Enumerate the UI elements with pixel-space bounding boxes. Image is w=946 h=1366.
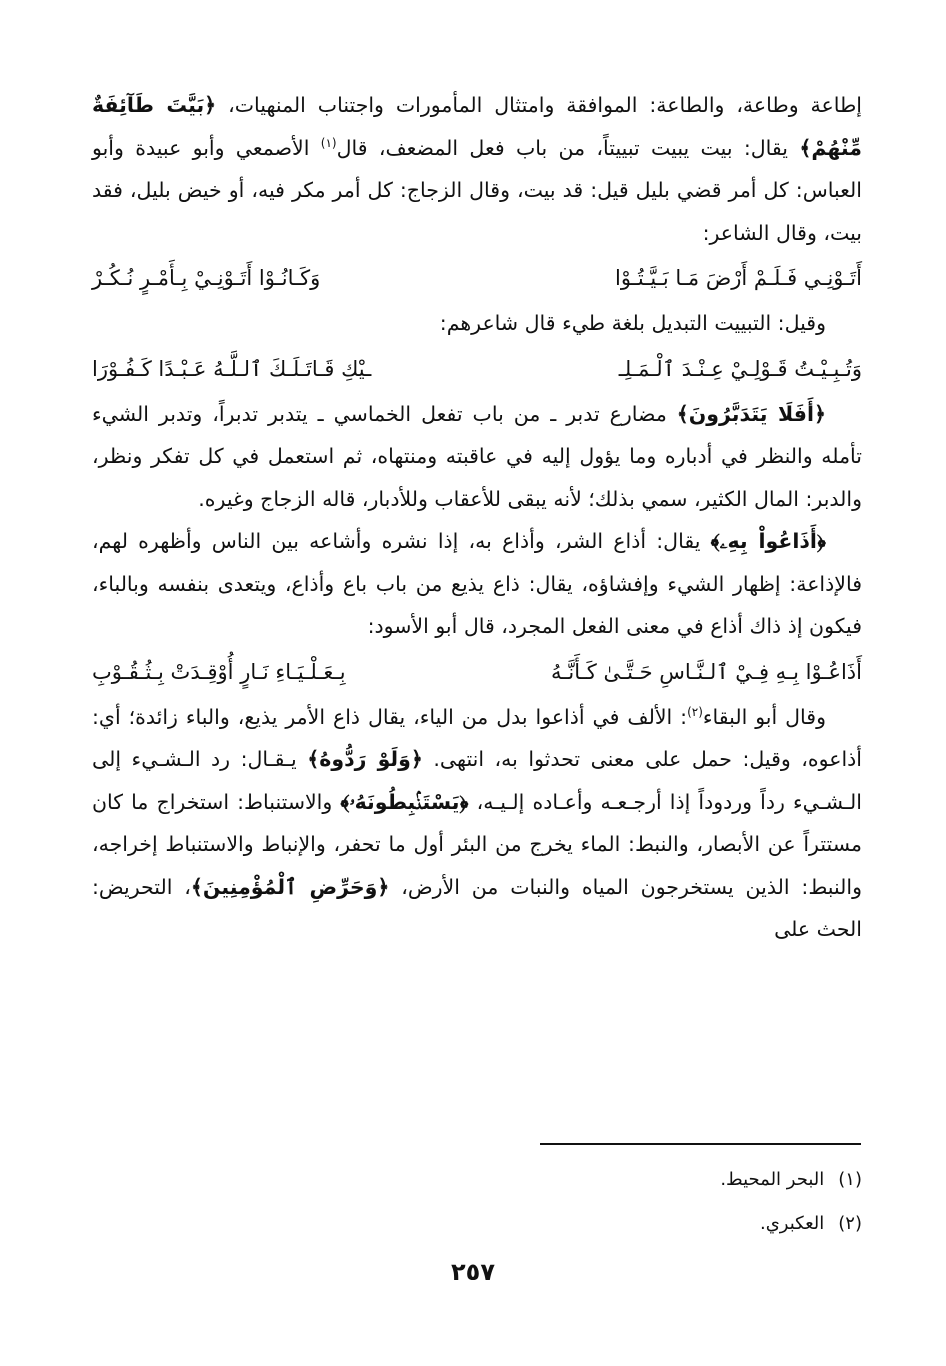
footnote-text: العكبري. (759, 1213, 825, 1234)
footnote-number: (١) (838, 1169, 862, 1190)
paragraph-abu-al-baqa (92, 696, 862, 951)
verse-first-hemistich: أَتَـوْنِـي فَـلَـمْ أَرْضَ مَـا بَـيَّـتُـوْا (615, 266, 862, 290)
paragraph-tabyit: وقيل: التبييت التبديل بلغة طيء قال شاعرهم: (439, 311, 826, 335)
main-text (92, 84, 862, 951)
quran-quote: ﴿أَفَلَا يَتَدَبَّرُونَ﴾ (676, 401, 826, 426)
footnote-reference[interactable]: (١) (320, 135, 337, 150)
text-run: يقال: أذاع الشر، وأذاع به، إذا نشره وأشاعه بين الناس وأظهره لهم، فالإذاعة: إظهار الشيء وإفشاؤه، يقال: ذاع يذيع من باب باع وأذاع، ويتعدى بنفسه وبالباء، فيكون إذ ذاك أذاع في معنى الفعل المجرد، قال أبو الأسود: (92, 529, 862, 638)
footnotes (92, 1158, 862, 1246)
quran-quote: ﴿وَلَوْ رَدُّوهُ﴾ (307, 747, 423, 771)
footnote-item (92, 1158, 862, 1202)
footnote-separator (540, 1143, 861, 1145)
text-run: مضارع تدبر ـ من باب تفعل الخماسي ـ يتدبر تدبراً، وتدبر الشيء تأمله والنظر في أدباره وما يؤول إليه في عاقبته ومنتهاه، ثم استعمل في كل تفكر ونظر، والدبر: المال الكثير، سمي بذلك؛ لأنه يبقى للأعقاب وللأدبار، قاله الزجاج وغيره. (92, 401, 862, 511)
verse-first-hemistich: وَتُـبِـيْـتُ قَـوْلِـيْ عِـنْـدَ ٱلْـمَـلِـ (618, 356, 862, 381)
text-run: إطاعة وطاعة، والطاعة: الموافقة وامتثال المأمورات واجتناب المنهيات، (216, 93, 862, 117)
verse-first-hemistich: أَذَاعُـوْا بِـهِ فِـيْ ٱلـنَّـاسِ حَـتَّـىٰ كَـأَنَّـهُ (550, 659, 862, 684)
footnote-item (92, 1202, 862, 1246)
verse-second-hemistich: ـيْكِ قَـاتَـلَـكَ ٱلـلَّـهُ عَـبْـدًا كَـفُـوْرَا (92, 356, 372, 381)
footnote-text: البحر المحيط. (720, 1169, 825, 1190)
quran-quote: ﴿وَحَرِّضِ ٱلْمُؤْمِنِينَ﴾ (190, 874, 390, 899)
paragraph-bayyata (92, 84, 862, 254)
paragraph-adhau (92, 520, 862, 648)
text-run: ، التحريض: الحث على (92, 874, 862, 941)
text-run: يقال: بيت يبيت تبييتاً، من باب فعل المضعف، قال (336, 135, 800, 160)
verse-second-hemistich: وَكَـانُـوْا أَتَـوْنِـيْ بِـأَمْـرٍ نُـكُـرْ (92, 266, 321, 290)
text-run: : الألف في أذاعوا بدل من الياء، يقال ذاع الأمر يذيع، والباء زائدة؛ أي: أذاعوه، وقيل: حمل على معنى تحدثوا به، انتهى. (92, 704, 862, 771)
page-number: ٢٥٧ (451, 1258, 495, 1286)
text-run: الأصمعي وأبو عبيدة وأبو العباس: كل أمر قضي بليل قيل: قد بيت، وقال الزجاج: كل أمر مكر فيه، أو خيض بليل، فقد بيت، وقال الشاعر: (92, 135, 862, 245)
text-run: يـقـال: رد الـشـيء إلى الـشـيء رداً وردوداً إذا أرجـعـه وأعـاده إلـيـه، (92, 747, 862, 814)
verse-second-hemistich: بِـعَـلْـيَـاءِ نَـارٍ أُوْقِـدَتْ بِـثُـقُـوْبِ (92, 659, 346, 684)
poetry-verse (92, 345, 862, 393)
poetry-verse (92, 254, 862, 302)
text-run: والاستنباط: استخراج ما كان مستتراً عن الأبصار، والنبط: الماء يخرج من البئر أول ما تحفر، والإنباط والاستنباط إخراجه، والنبط: الذين يستخرجون المياه والنبات من الأرض، (92, 789, 862, 899)
footnote-number: (٢) (838, 1213, 862, 1234)
paragraph-yatadabbarun (92, 393, 862, 521)
quran-quote: ﴿يَسْتَنۢبِطُونَهُۥ﴾ (340, 789, 469, 814)
quran-quote: ﴿أَذَاعُواْ بِهِۦ﴾ (710, 529, 826, 553)
text-run: وقال أبو البقاء (702, 704, 826, 729)
poetry-verse (92, 648, 862, 696)
footnote-reference[interactable]: (٢) (687, 704, 703, 719)
quran-quote: ﴿بَيَّتَ طَآئِفَةٌ مِّنْهُمْ﴾ (92, 93, 862, 160)
